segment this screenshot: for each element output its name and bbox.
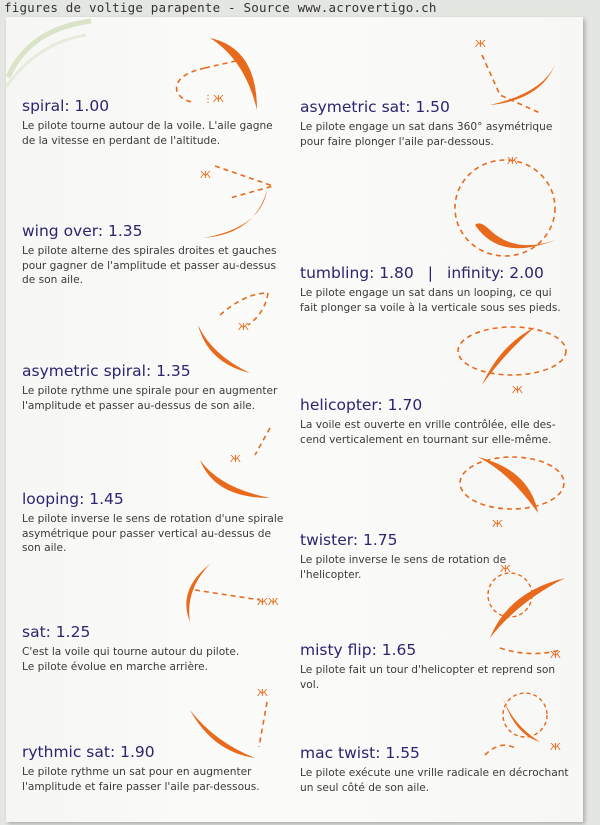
rythmic-sat-title: rythmic sat: 1.90 bbox=[22, 743, 155, 761]
helicopter-figure bbox=[450, 315, 570, 395]
sat-title: sat: 1.25 bbox=[22, 623, 91, 641]
wing-over-description: Le pilote alterne des spirales droites et gauches pour gagner de l'amplitude et passer au-dessus de son aile. bbox=[22, 245, 277, 286]
tumbling-title: tumbling: 1.80 | infinity: 2.00 bbox=[300, 264, 544, 282]
infinity-title: infinity: 2.00 bbox=[447, 264, 544, 282]
svg-text:⋮Ж: ⋮Ж bbox=[203, 94, 224, 105]
svg-text:Ж: Ж bbox=[200, 170, 211, 181]
tumbling-description: Le pilote engage un sat dans un looping, ce qui fait plonger sa voile à la verticale sous ses pieds. bbox=[300, 287, 561, 314]
wing-over-title: wing over: 1.35 bbox=[22, 222, 143, 240]
rythmic-sat-description: Le pilote rythme un sat pour en augmenter l'amplitude et faire passer l'aile par-dessous. bbox=[22, 766, 260, 793]
misty-flip-figure bbox=[480, 560, 575, 660]
svg-text:Ж: Ж bbox=[475, 39, 486, 50]
twister-description: Le pilote inverse le sens de rotation de l'helicopter. bbox=[300, 554, 507, 581]
entry-helicopter bbox=[300, 396, 570, 447]
helicopter-title: helicopter: 1.70 bbox=[300, 396, 423, 414]
entry-tumbling-infinity bbox=[300, 264, 570, 315]
svg-text:Ж: Ж bbox=[230, 454, 241, 465]
entry-sat bbox=[22, 623, 292, 674]
svg-text:Ж: Ж bbox=[492, 519, 503, 530]
mac-twist-description: Le pilote exécute une vrille radicale en décrochant un seul côté de son aile. bbox=[300, 767, 569, 794]
spiral-figure bbox=[165, 30, 275, 115]
svg-text:Ж: Ж bbox=[257, 688, 268, 699]
asymetric-sat-title: asymetric sat: 1.50 bbox=[300, 98, 450, 116]
page-caption: figures de voltige parapente - Source www.acrovertigo.ch bbox=[4, 0, 437, 15]
svg-text:Ж: Ж bbox=[238, 322, 249, 333]
looping-title: looping: 1.45 bbox=[22, 490, 124, 508]
spiral-description: Le pilote tourne autour de la voile. L'aile gagne de la vitesse en perdant de l'altitude. bbox=[22, 120, 273, 147]
svg-text:Ж: Ж bbox=[507, 156, 518, 167]
asymetric-sat-description: Le pilote engage un sat dans 360° asymétrique pour faire plonger l'aile par-dessous. bbox=[300, 121, 553, 148]
svg-text:ЖЖ: ЖЖ bbox=[257, 597, 279, 608]
asymetric-spiral-description: Le pilote rythme une spirale pour en augmenter l'amplitude et passer au-dessus de son aile. bbox=[22, 385, 278, 412]
rythmic-sat-figure bbox=[185, 682, 285, 762]
mac-twist-title: mac twist: 1.55 bbox=[300, 744, 420, 762]
asymetric-spiral-title: asymetric spiral: 1.35 bbox=[22, 362, 191, 380]
sat-figure bbox=[175, 560, 285, 630]
svg-text:Ж: Ж bbox=[550, 650, 561, 660]
svg-text:Ж: Ж bbox=[512, 385, 523, 395]
svg-text:Ж: Ж bbox=[550, 742, 561, 753]
swoosh-decoration bbox=[6, 17, 96, 107]
looping-description: Le pilote inverse le sens de rotation d'une spirale asymétrique pour passer vertical au-dessus de son aile. bbox=[22, 513, 284, 554]
mac-twist-figure bbox=[475, 680, 575, 765]
helicopter-description: La voile est ouverte en vrille contrôlée, elle des- cend verticalement en tournant sur elle-même. bbox=[300, 419, 556, 446]
twister-figure bbox=[450, 445, 570, 530]
sat-description: C'est la voile qui tourne autour du pilote. Le pilote évolue en marche arrière. bbox=[22, 646, 240, 673]
misty-flip-title: misty flip: 1.65 bbox=[300, 641, 417, 659]
asymetric-sat-figure bbox=[470, 35, 565, 120]
twister-title: twister: 1.75 bbox=[300, 531, 398, 549]
svg-text:Ж: Ж bbox=[500, 564, 511, 575]
spiral-title: spiral: 1.00 bbox=[22, 97, 110, 115]
tumbling-figure bbox=[445, 150, 570, 265]
wing-over-figure bbox=[195, 158, 285, 243]
looping-figure bbox=[190, 420, 285, 500]
misty-flip-description: Le pilote fait un tour d'helicopter et reprend son vol. bbox=[300, 664, 556, 691]
asymetric-spiral-figure bbox=[190, 285, 280, 375]
